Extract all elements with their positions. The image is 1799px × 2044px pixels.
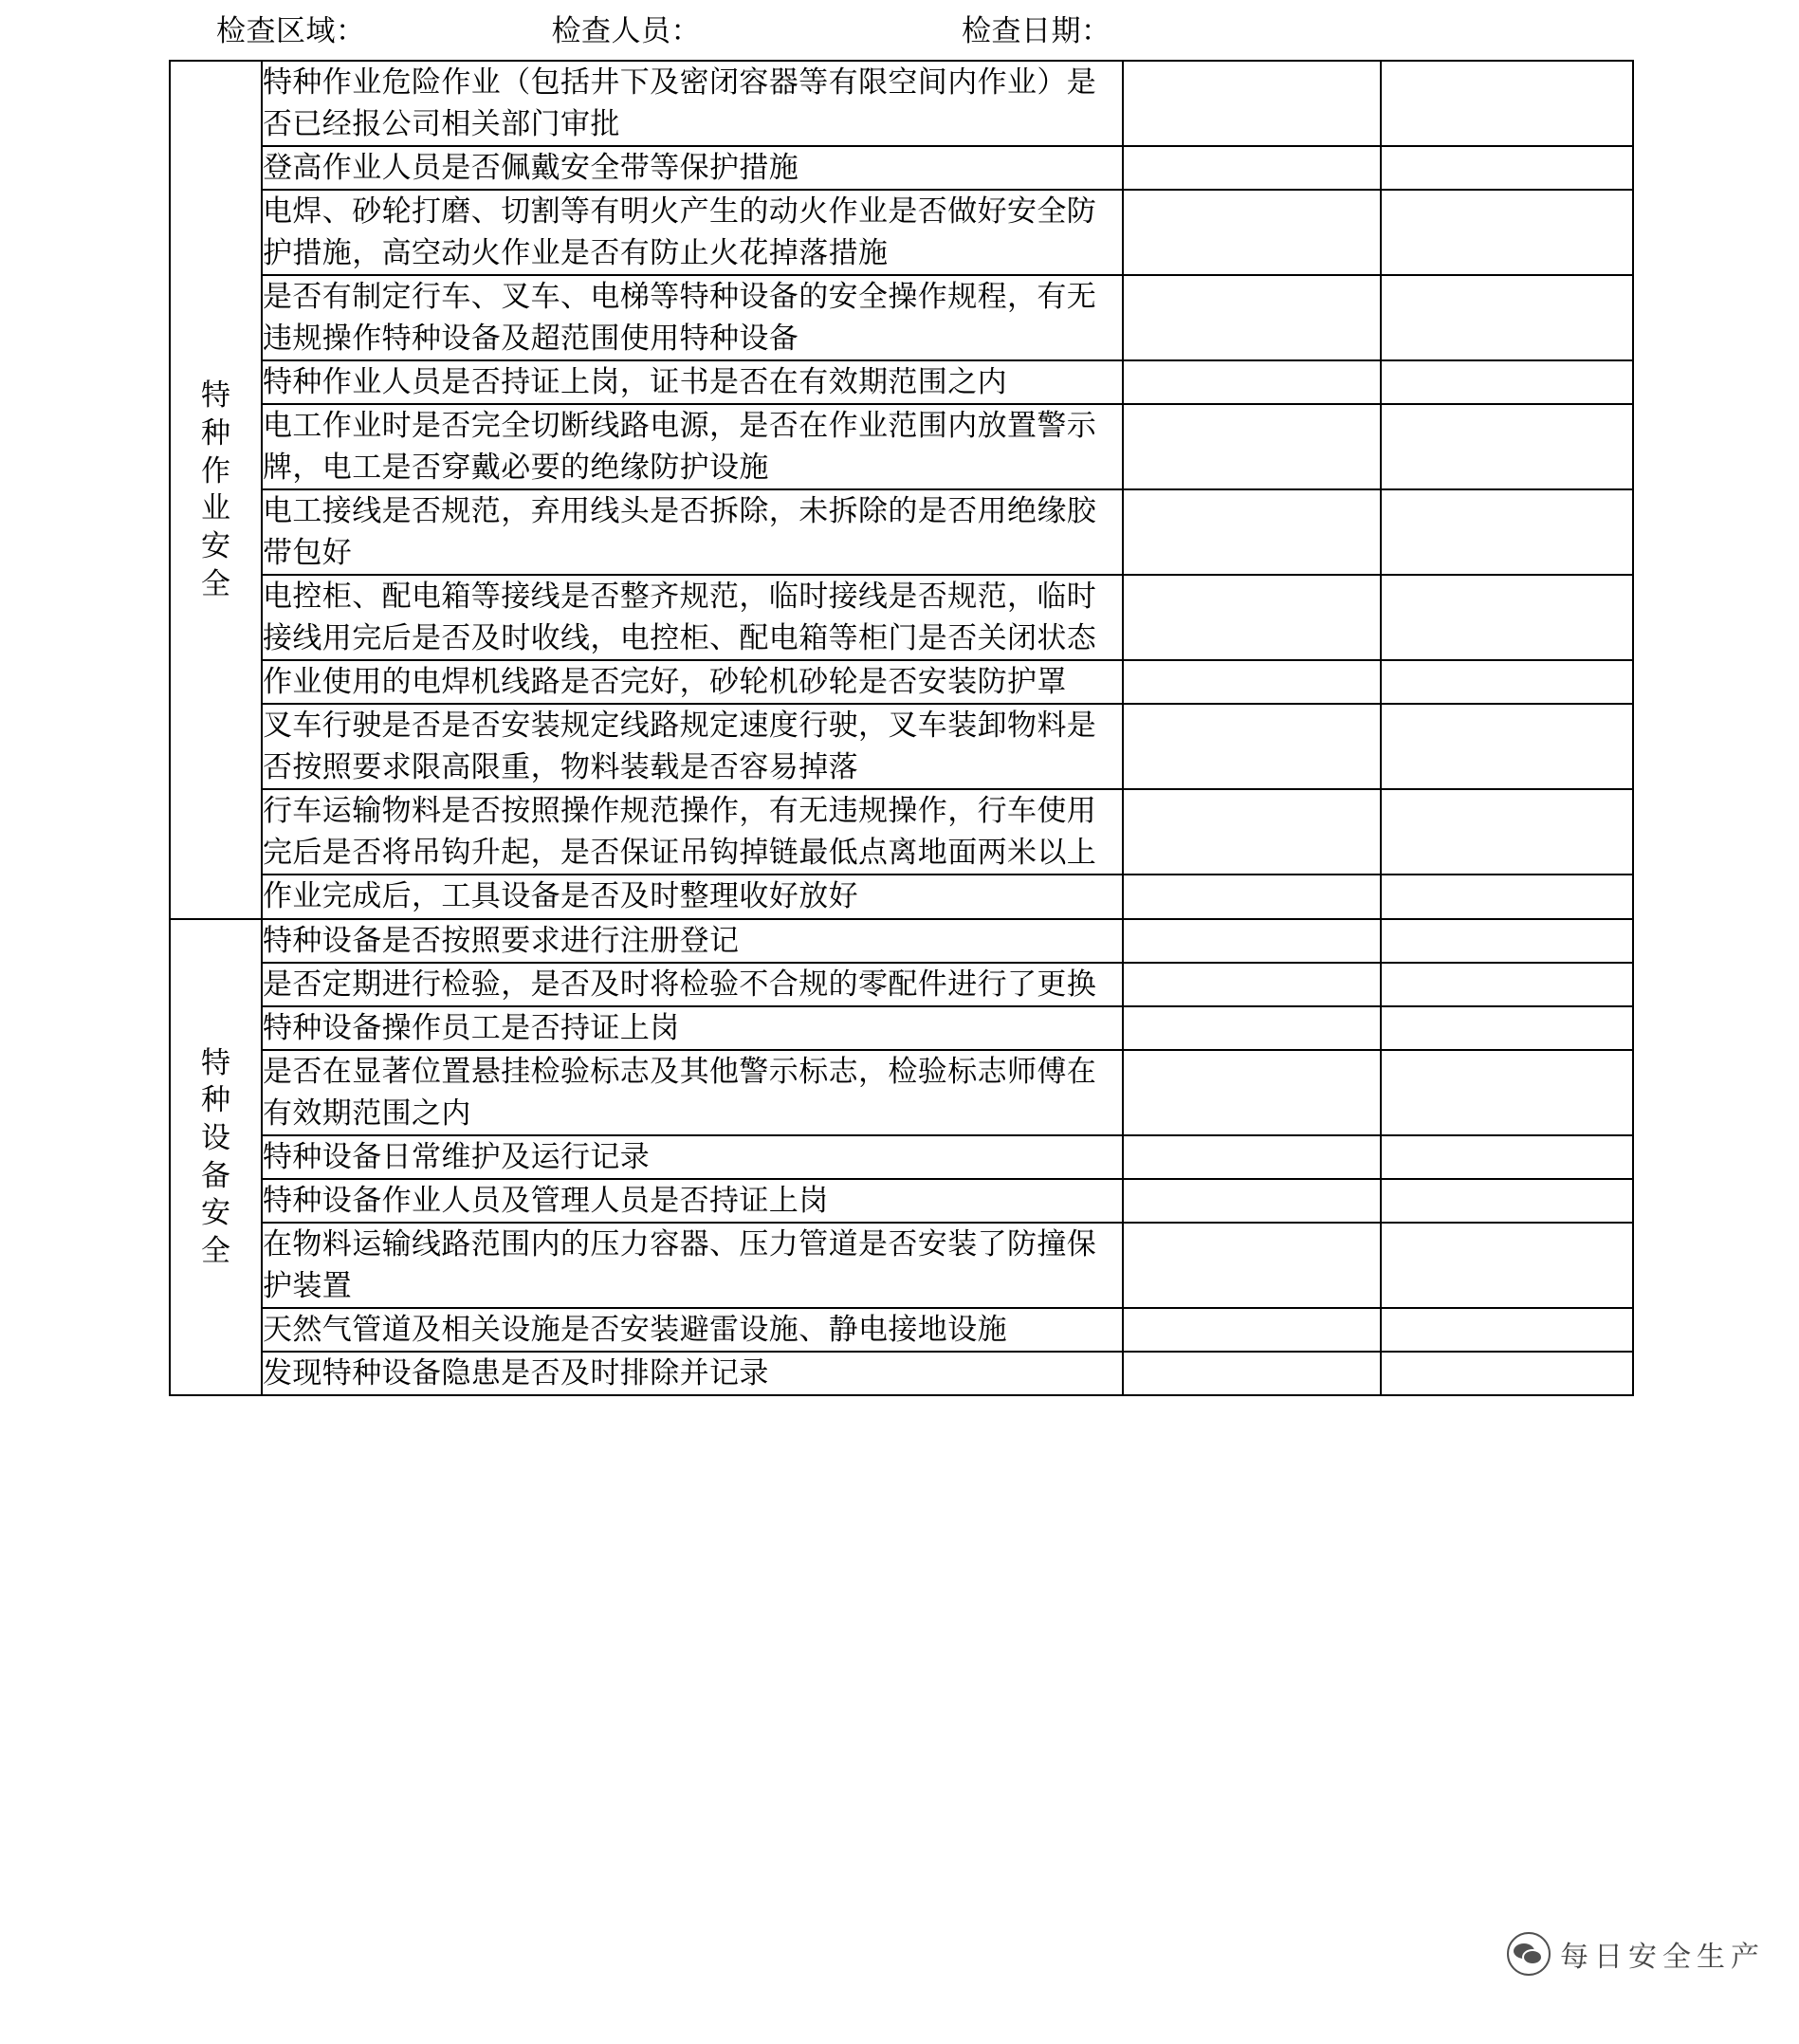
result-cell-1[interactable]: [1123, 489, 1381, 575]
result-cell-1[interactable]: [1123, 575, 1381, 660]
checklist-item: 作业使用的电焊机线路是否完好，砂轮机砂轮是否安装防护罩: [262, 660, 1123, 704]
checklist-item: 作业完成后，工具设备是否及时整理收好放好: [262, 875, 1123, 918]
result-cell-1[interactable]: [1123, 146, 1381, 190]
result-cell-2[interactable]: [1381, 1352, 1633, 1395]
table-row: [170, 61, 1633, 146]
watermark: [1507, 1932, 1765, 1976]
checklist-item: 特种设备操作员工是否持证上岗: [262, 1006, 1123, 1050]
result-cell-2[interactable]: [1381, 61, 1633, 146]
result-cell-2[interactable]: [1381, 1223, 1633, 1308]
result-cell-2[interactable]: [1381, 1135, 1633, 1179]
result-cell-2[interactable]: [1381, 575, 1633, 660]
result-cell-1[interactable]: [1123, 919, 1381, 963]
checklist-item: 电控柜、配电箱等接线是否整齐规范，临时接线是否规范，临时接线用完后是否及时收线，电控柜、配电箱等柜门是否关闭状态: [262, 575, 1123, 660]
category-cell-special-operation: [170, 61, 262, 918]
result-cell-1[interactable]: [1123, 1006, 1381, 1050]
result-cell-1[interactable]: [1123, 875, 1381, 918]
watermark-text: 每日安全生产: [1560, 1942, 1765, 1973]
table-row: [170, 575, 1633, 660]
result-cell-2[interactable]: [1381, 1308, 1633, 1352]
checklist-item: 电焊、砂轮打磨、切割等有明火产生的动火作业是否做好安全防护措施，高空动火作业是否有防止火花掉落措施: [262, 190, 1123, 275]
result-cell-1[interactable]: [1123, 660, 1381, 704]
table-row: [170, 1050, 1633, 1135]
checklist-item: 是否定期进行检验，是否及时将检验不合规的零配件进行了更换: [262, 963, 1123, 1006]
result-cell-1[interactable]: [1123, 963, 1381, 1006]
category-label: 特种设备安全: [201, 1045, 232, 1267]
table-row: [170, 1308, 1633, 1352]
inspection-area-label: 检查区域：: [216, 14, 366, 47]
table-row: [170, 1179, 1633, 1223]
table-row: [170, 919, 1633, 963]
result-cell-1[interactable]: [1123, 1308, 1381, 1352]
inspector-label: 检查人员：: [551, 14, 701, 47]
result-cell-2[interactable]: [1381, 1006, 1633, 1050]
result-cell-2[interactable]: [1381, 190, 1633, 275]
result-cell-1[interactable]: [1123, 61, 1381, 146]
result-cell-2[interactable]: [1381, 146, 1633, 190]
result-cell-1[interactable]: [1123, 360, 1381, 404]
result-cell-1[interactable]: [1123, 275, 1381, 360]
result-cell-2[interactable]: [1381, 1050, 1633, 1135]
checklist-item: 行车运输物料是否按照操作规范操作，有无违规操作，行车使用完后是否将吊钩升起，是否保证吊钩掉链最低点离地面两米以上: [262, 789, 1123, 875]
table-row: [170, 275, 1633, 360]
result-cell-1[interactable]: [1123, 190, 1381, 275]
table-row: [170, 1006, 1633, 1050]
result-cell-2[interactable]: [1381, 704, 1633, 789]
checklist-item: 发现特种设备隐患是否及时排除并记录: [262, 1352, 1123, 1395]
checklist-table: [169, 60, 1634, 1395]
table-row: [170, 1223, 1633, 1308]
wechat-icon: [1507, 1932, 1551, 1976]
checklist-item: 电工作业时是否完全切断线路电源，是否在作业范围内放置警示牌，电工是否穿戴必要的绝缘防护设施: [262, 404, 1123, 489]
result-cell-1[interactable]: [1123, 704, 1381, 789]
checklist-item: 特种作业危险作业（包括井下及密闭容器等有限空间内作业）是否已经报公司相关部门审批: [262, 61, 1123, 146]
table-row: [170, 190, 1633, 275]
table-row: [170, 489, 1633, 575]
result-cell-1[interactable]: [1123, 1050, 1381, 1135]
result-cell-2[interactable]: [1381, 789, 1633, 875]
result-cell-1[interactable]: [1123, 1223, 1381, 1308]
table-row: [170, 704, 1633, 789]
table-row: [170, 1135, 1633, 1179]
checklist-item: 电工接线是否规范，弃用线头是否拆除，未拆除的是否用绝缘胶带包好: [262, 489, 1123, 575]
checklist-item: 特种设备日常维护及运行记录: [262, 1135, 1123, 1179]
result-cell-2[interactable]: [1381, 404, 1633, 489]
result-cell-2[interactable]: [1381, 660, 1633, 704]
result-cell-2[interactable]: [1381, 963, 1633, 1006]
checklist-item: 特种设备是否按照要求进行注册登记: [262, 919, 1123, 963]
result-cell-2[interactable]: [1381, 489, 1633, 575]
result-cell-1[interactable]: [1123, 404, 1381, 489]
result-cell-2[interactable]: [1381, 875, 1633, 918]
checklist-item: 天然气管道及相关设施是否安装避雷设施、静电接地设施: [262, 1308, 1123, 1352]
table-row: [170, 1352, 1633, 1395]
checklist-item: 登高作业人员是否佩戴安全带等保护措施: [262, 146, 1123, 190]
result-cell-1[interactable]: [1123, 1352, 1381, 1395]
result-cell-1[interactable]: [1123, 789, 1381, 875]
result-cell-2[interactable]: [1381, 275, 1633, 360]
checklist-item: 特种设备作业人员及管理人员是否持证上岗: [262, 1179, 1123, 1223]
table-row: [170, 963, 1633, 1006]
result-cell-2[interactable]: [1381, 1179, 1633, 1223]
table-row: [170, 360, 1633, 404]
category-cell-special-equipment: [170, 919, 262, 1395]
checklist-item: 在物料运输线路范围内的压力容器、压力管道是否安装了防撞保护装置: [262, 1223, 1123, 1308]
checklist-item: 是否有制定行车、叉车、电梯等特种设备的安全操作规程，有无违规操作特种设备及超范围使用特种设备: [262, 275, 1123, 360]
form-header: [0, 0, 1799, 60]
table-row: [170, 789, 1633, 875]
inspection-date-label: 检查日期：: [962, 14, 1111, 47]
result-cell-2[interactable]: [1381, 360, 1633, 404]
checklist-item: 叉车行驶是否是否安装规定线路规定速度行驶，叉车装卸物料是否按照要求限高限重，物料装载是否容易掉落: [262, 704, 1123, 789]
result-cell-1[interactable]: [1123, 1135, 1381, 1179]
table-row: [170, 875, 1633, 918]
table-row: [170, 146, 1633, 190]
category-label: 特种作业安全: [201, 378, 232, 600]
checklist-item: 是否在显著位置悬挂检验标志及其他警示标志，检验标志师傅在有效期范围之内: [262, 1050, 1123, 1135]
checklist-item: 特种作业人员是否持证上岗，证书是否在有效期范围之内: [262, 360, 1123, 404]
result-cell-2[interactable]: [1381, 919, 1633, 963]
result-cell-1[interactable]: [1123, 1179, 1381, 1223]
table-row: [170, 404, 1633, 489]
table-row: [170, 660, 1633, 704]
